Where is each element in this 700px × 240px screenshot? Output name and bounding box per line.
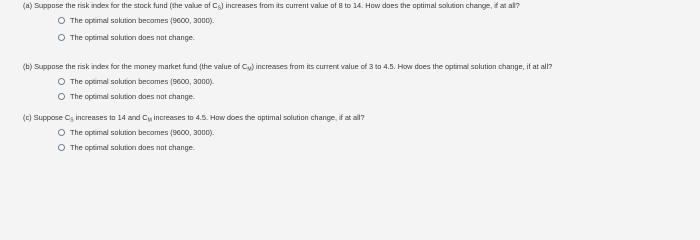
question-b-text-2: ) increases from its current value of 3 to 4.5. How does the optimal solution change, if at all? (251, 62, 553, 71)
question-c-text-3: increases to 4.5. How does the optimal solution change, if at all? (151, 113, 365, 122)
radio-button[interactable] (58, 17, 65, 24)
radio-button[interactable] (58, 93, 65, 100)
question-b-text-1: Suppose the risk index for the money market fund (the value of C (34, 62, 248, 71)
question-a-option-2[interactable] (58, 32, 195, 43)
question-c-option-1[interactable] (58, 127, 214, 138)
question-b-subscript: M (247, 66, 252, 73)
radio-button[interactable] (58, 78, 65, 85)
question-c-subscript-2: M (147, 117, 152, 124)
radio-button[interactable] (58, 144, 65, 151)
question-b-label: (b) (23, 62, 33, 71)
radio-button[interactable] (58, 34, 65, 41)
question-a-text-2: ) increases from its current value of 8 to 14. How does the optimal solution change, if at all? (221, 1, 520, 10)
question-b-option-2[interactable] (58, 91, 195, 102)
option-label: The optimal solution becomes (9600, 3000). (70, 16, 215, 25)
question-c-label: (c) (23, 113, 32, 122)
radio-button[interactable] (58, 129, 65, 136)
question-a-prompt (23, 1, 520, 12)
option-label: The optimal solution becomes (9600, 3000). (70, 128, 215, 137)
question-a-label: (a) (23, 1, 33, 10)
option-label: The optimal solution does not change. (70, 33, 195, 42)
question-c-prompt (23, 113, 365, 124)
question-c-subscript-1: S (70, 117, 74, 124)
question-c-text-1: Suppose C (33, 113, 71, 122)
question-c-option-2[interactable] (58, 142, 195, 153)
question-a-text-1: Suppose the risk index for the stock fund (the value of C (34, 1, 218, 10)
question-b-option-1[interactable] (58, 76, 214, 87)
option-label: The optimal solution does not change. (70, 143, 195, 152)
question-a-option-1[interactable] (58, 15, 214, 26)
question-b-prompt (23, 62, 552, 73)
question-a-subscript: S (217, 5, 222, 12)
option-label: The optimal solution becomes (9600, 3000). (70, 77, 215, 86)
option-label: The optimal solution does not change. (70, 92, 195, 101)
question-c-text-2: increases to 14 and C (73, 113, 148, 122)
